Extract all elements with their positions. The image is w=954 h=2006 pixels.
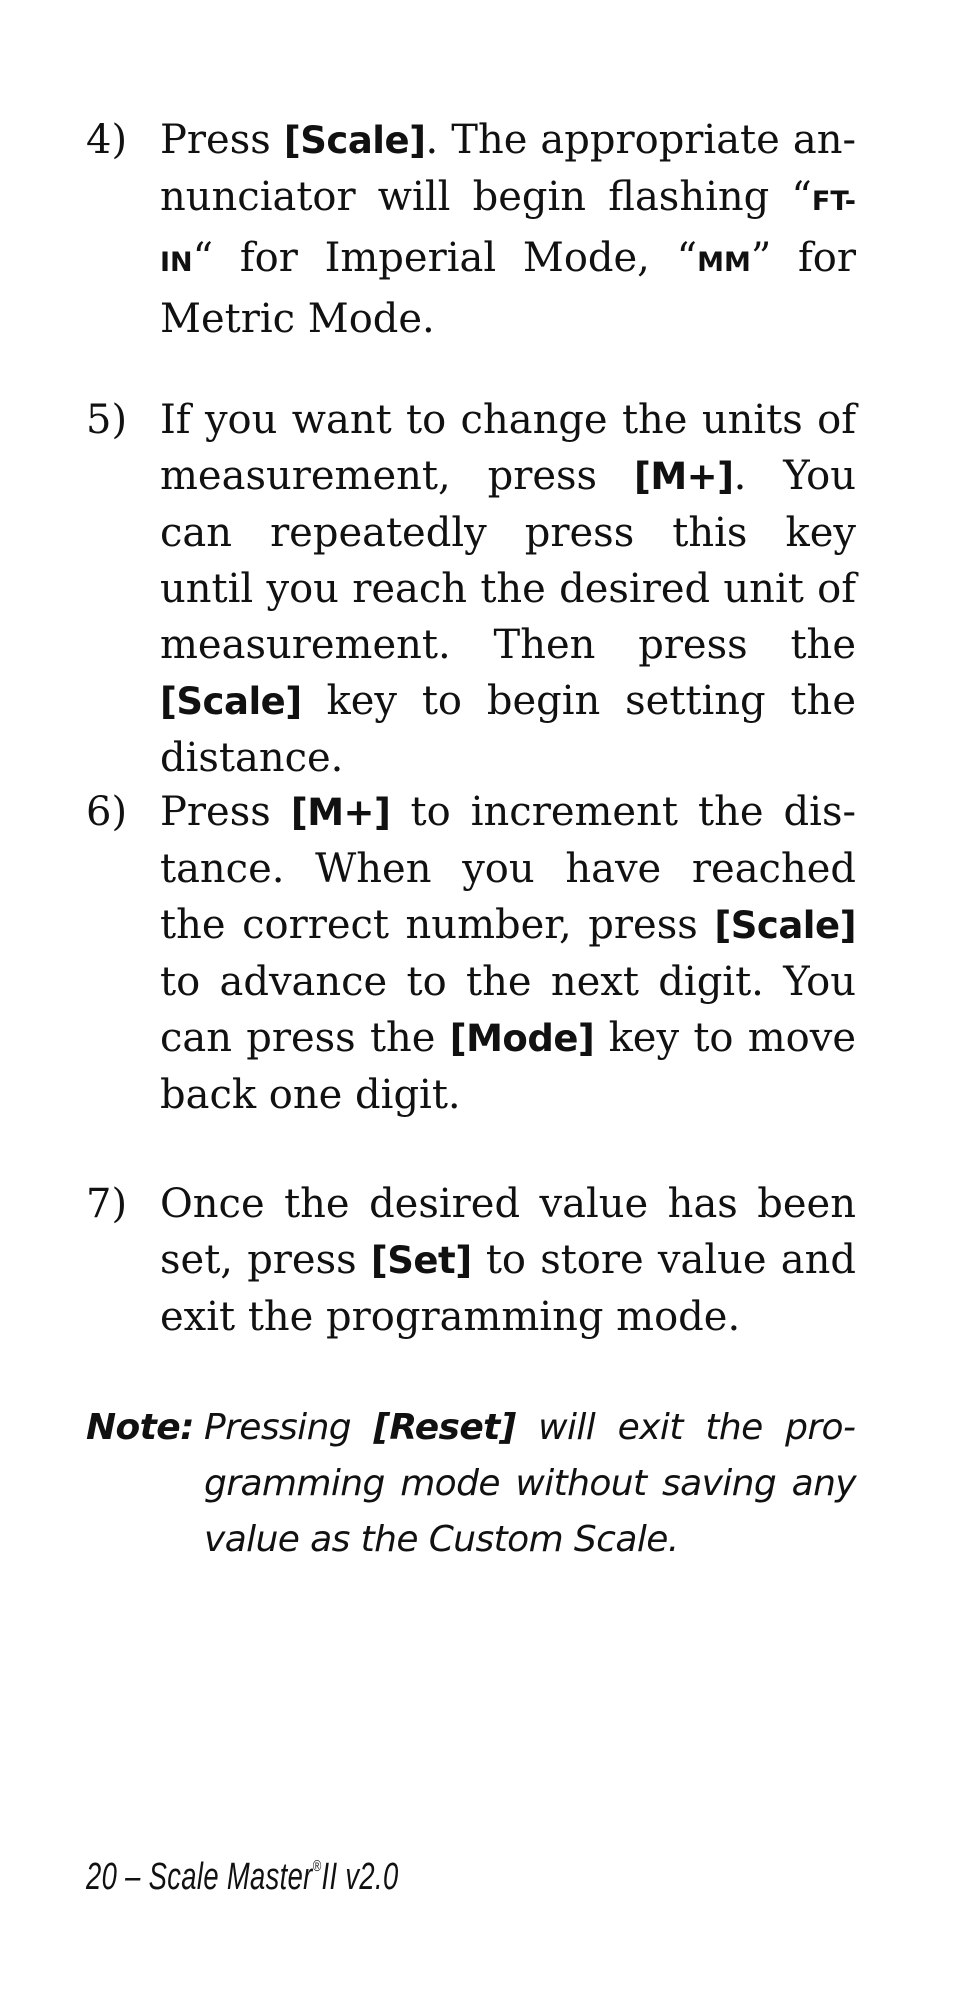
page-number: 20 — [86, 1856, 118, 1898]
step-6 — [86, 784, 866, 1123]
key-label-scale: [Scale] — [283, 119, 426, 162]
note-label: Note: — [86, 1407, 194, 1448]
step-number: 5) — [86, 397, 128, 443]
footer-dash: – — [117, 1856, 149, 1898]
page-footer — [86, 1842, 399, 1902]
step-text-part: . You can repeatedly press this key until you reach the desired unit of measurement. Then press the — [160, 453, 856, 668]
note-text-part: Pressing — [204, 1407, 374, 1448]
step-number: 6) — [86, 789, 128, 835]
step-number: 7) — [86, 1181, 128, 1227]
key-label-m-plus: [M+] — [290, 791, 391, 834]
registered-mark: ® — [312, 1858, 322, 1875]
product-name: Scale Master — [148, 1856, 313, 1898]
step-text-part: ” for Metric Mode. — [160, 235, 857, 342]
step-text-part: key to move back one digit. — [160, 1015, 856, 1118]
step-text — [160, 392, 856, 786]
step-5 — [86, 392, 866, 786]
key-label-set: [Set] — [370, 1239, 472, 1282]
note — [86, 1400, 866, 1568]
step-7 — [86, 1176, 866, 1345]
step-text-part: to advance to the next digit. You can press the — [160, 959, 856, 1061]
step-4 — [86, 112, 866, 347]
step-text-part: to increment the distance. When you have reached the correct number, press — [160, 789, 856, 948]
step-text — [160, 112, 856, 347]
step-text-part: Press — [160, 789, 291, 835]
note-text — [204, 1400, 856, 1568]
step-text-part: . The appropriate annunciator will begin flashing “ — [160, 117, 856, 220]
step-text-part: If you want to change the units of measurement, press — [160, 397, 856, 499]
step-text — [160, 784, 856, 1123]
key-label-m-plus: [M+] — [633, 455, 734, 498]
key-label-reset: [Reset] — [373, 1407, 516, 1448]
step-text-part: key to begin setting the distance. — [160, 678, 856, 781]
annunciator-mm: MM — [697, 247, 751, 278]
step-text-part: “ for Imperial Mode, “ — [192, 235, 698, 281]
step-text-part: Press — [160, 117, 284, 163]
step-text-part: to store value and exit the programming mode. — [160, 1237, 856, 1340]
product-version: II v2.0 — [321, 1856, 399, 1898]
key-label-scale: [Scale] — [714, 904, 856, 947]
note-text-part: will exit the programming mode without saving any value as the Custom Scale. — [204, 1407, 856, 1560]
step-text — [160, 1176, 856, 1345]
key-label-mode: [Mode] — [449, 1017, 595, 1060]
step-number: 4) — [86, 117, 128, 163]
annunciator-ft-in: FT-IN — [160, 186, 856, 278]
key-label-scale: [Scale] — [160, 680, 302, 723]
step-text-part: Once the desired value has been set, press — [160, 1181, 856, 1283]
